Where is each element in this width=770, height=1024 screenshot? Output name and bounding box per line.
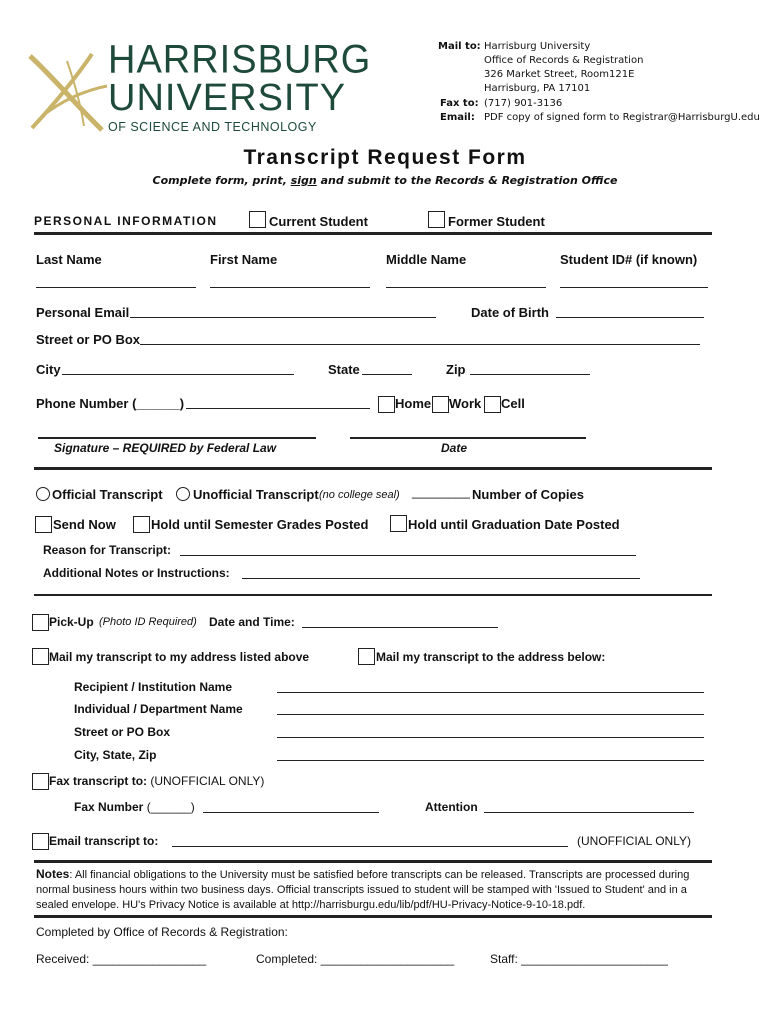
home-checkbox[interactable] <box>378 396 395 413</box>
notes-text: : All financial obligations to the University must be satisfied before transcripts can be released. Transcripts are processed during normal business hours within two business days. Official transcripts issued to student will be stamped with 'Issued to Student' and in a sealed envelope. HU's Privacy Notice is available at http://harrisburgu.edu/lib/pdf/HU-Privacy-Notice-9-10-18.pdf. <box>36 869 690 911</box>
mail-street-field[interactable] <box>277 737 704 738</box>
divider <box>34 232 712 235</box>
date-time-field[interactable] <box>302 627 498 628</box>
divider <box>34 915 712 918</box>
hold-semester-checkbox[interactable] <box>133 516 150 533</box>
notes-label: Notes <box>36 867 70 881</box>
first-name-field[interactable] <box>210 287 370 288</box>
section-heading-personal: PERSONAL INFORMATION <box>34 214 218 228</box>
first-name-label: First Name <box>210 252 278 267</box>
phone-close-paren: ) <box>179 396 185 411</box>
pickup-checkbox[interactable] <box>32 614 49 631</box>
hold-graduation-checkbox[interactable] <box>390 515 407 532</box>
send-now-checkbox[interactable] <box>35 516 52 533</box>
current-student-checkbox[interactable] <box>249 211 266 228</box>
email-transcript-label: Email transcript to: <box>49 834 159 848</box>
zip-label: Zip <box>446 362 466 377</box>
divider <box>34 594 712 596</box>
work-label: Work <box>449 396 482 411</box>
logo-line1: HARRISBURG <box>108 37 372 83</box>
street-field[interactable] <box>140 344 700 345</box>
official-transcript-radio[interactable] <box>36 487 50 501</box>
no-seal-note: (no college seal) <box>319 489 400 501</box>
send-now-label: Send Now <box>53 517 116 532</box>
subtitle <box>0 174 770 187</box>
completed-field[interactable]: Completed: ____________________ <box>256 952 455 966</box>
last-name-label: Last Name <box>36 252 102 267</box>
phone-label <box>36 396 184 411</box>
notes-label: Additional Notes or Instructions: <box>43 566 230 580</box>
mail-to-line: 326 Market Street, Room121E <box>484 69 635 80</box>
phone-area-code-field[interactable]: ______ <box>136 396 180 411</box>
student-id-field[interactable] <box>560 287 708 288</box>
fax-checkbox[interactable] <box>32 773 49 790</box>
street-label: Street or PO Box <box>36 332 141 347</box>
cell-label: Cell <box>501 396 525 411</box>
middle-name-field[interactable] <box>386 287 546 288</box>
fax-transcript-label <box>49 774 264 788</box>
fax-number-text: Fax Number <box>74 800 144 814</box>
unofficial-transcript-radio[interactable] <box>176 487 190 501</box>
state-label: State <box>328 362 360 377</box>
copies-field[interactable]: ________ <box>412 484 470 499</box>
logo-line2: UNIVERSITY <box>108 77 347 119</box>
personal-email-label: Personal Email <box>36 305 130 320</box>
email-value: PDF copy of signed form to Registrar@HarrisburgU.edu <box>484 112 760 123</box>
former-student-checkbox[interactable] <box>428 211 445 228</box>
page-title: Transcript Request Form <box>243 146 527 169</box>
mail-to-line: Harrisburg University <box>484 41 591 52</box>
subtitle-part2: and submit to the Records & Registration Office <box>316 174 618 187</box>
recipient-label: Recipient / Institution Name <box>74 680 233 694</box>
mail-street-label: Street or PO Box <box>74 725 171 739</box>
zip-field[interactable] <box>470 374 590 375</box>
mail-to-label: Mail to: <box>438 41 481 52</box>
city-label: City <box>36 362 61 377</box>
attention-field[interactable] <box>484 812 694 813</box>
fax-area-code-field[interactable]: (______) <box>143 800 195 814</box>
mail-below-label: Mail my transcript to the address below: <box>376 650 606 664</box>
pickup-label: Pick-Up <box>49 615 94 629</box>
photo-id-note: (Photo ID Required) <box>99 616 197 628</box>
email-transcript-field[interactable] <box>172 846 568 847</box>
reason-label: Reason for Transcript: <box>43 543 172 557</box>
subtitle-part1: Complete form, print, <box>152 174 291 187</box>
city-state-zip-field[interactable] <box>277 760 704 761</box>
attention-label: Attention <box>425 800 478 814</box>
individual-label: Individual / Department Name <box>74 702 243 716</box>
received-field[interactable]: Received: _________________ <box>36 952 207 966</box>
mail-to-line: Office of Records & Registration <box>484 55 644 66</box>
email-unofficial-note: (UNOFFICIAL ONLY) <box>577 834 692 848</box>
reason-field[interactable] <box>180 555 636 556</box>
signature-field[interactable] <box>38 437 316 439</box>
dob-field[interactable] <box>556 317 704 318</box>
fax-transcript-text: Fax transcript to: <box>49 774 148 788</box>
notes-field[interactable] <box>242 578 640 579</box>
mail-to-line: Harrisburg, PA 17101 <box>484 83 591 94</box>
completed-by-label: Completed by Office of Records & Registration: <box>36 925 288 939</box>
hold-semester-label: Hold until Semester Grades Posted <box>151 517 369 532</box>
signature-date-label: Date <box>441 441 468 455</box>
state-field[interactable] <box>362 374 412 375</box>
official-transcript-label: Official Transcript <box>52 487 163 502</box>
individual-field[interactable] <box>277 714 704 715</box>
signature-label: Signature – REQUIRED by Federal Law <box>54 441 277 455</box>
cell-checkbox[interactable] <box>484 396 501 413</box>
email-checkbox[interactable] <box>32 833 49 850</box>
last-name-field[interactable] <box>36 287 196 288</box>
signature-date-field[interactable] <box>350 437 586 439</box>
logo-line3: OF SCIENCE AND TECHNOLOGY <box>108 120 317 134</box>
city-field[interactable] <box>62 374 294 375</box>
hu-swirl-logo-icon <box>22 46 112 136</box>
mail-below-checkbox[interactable] <box>358 648 375 665</box>
current-student-label: Current Student <box>269 214 368 229</box>
date-time-label: Date and Time: <box>209 615 295 629</box>
recipient-field[interactable] <box>277 692 704 693</box>
middle-name-label: Middle Name <box>386 252 467 267</box>
student-id-label: Student ID# (if known) <box>560 252 698 267</box>
staff-field[interactable]: Staff: ______________________ <box>490 952 668 966</box>
hold-graduation-label: Hold until Graduation Date Posted <box>408 517 620 532</box>
unofficial-transcript-label: Unofficial Transcript <box>193 487 319 502</box>
divider <box>34 467 712 470</box>
phone-number-field[interactable] <box>186 408 370 409</box>
mail-above-checkbox[interactable] <box>32 648 49 665</box>
fax-number-label <box>74 800 195 814</box>
city-state-zip-label: City, State, Zip <box>74 748 157 762</box>
fax-unofficial-note: (UNOFFICIAL ONLY) <box>147 774 265 788</box>
former-student-label: Former Student <box>448 214 545 229</box>
notes-paragraph <box>36 867 716 913</box>
subtitle-sign: sign <box>290 174 317 187</box>
copies-label: Number of Copies <box>472 487 584 502</box>
dob-label: Date of Birth <box>471 305 549 320</box>
fax-label: Fax to: <box>440 98 479 109</box>
fax-number-field[interactable] <box>203 812 379 813</box>
fax-value: (717) 901-3136 <box>484 98 563 109</box>
personal-email-field[interactable] <box>130 317 436 318</box>
work-checkbox[interactable] <box>432 396 449 413</box>
divider <box>34 860 712 863</box>
phone-label-text: Phone Number ( <box>36 396 137 411</box>
mail-above-label: Mail my transcript to my address listed above <box>49 650 310 664</box>
home-label: Home <box>395 396 432 411</box>
email-label: Email: <box>440 112 475 123</box>
